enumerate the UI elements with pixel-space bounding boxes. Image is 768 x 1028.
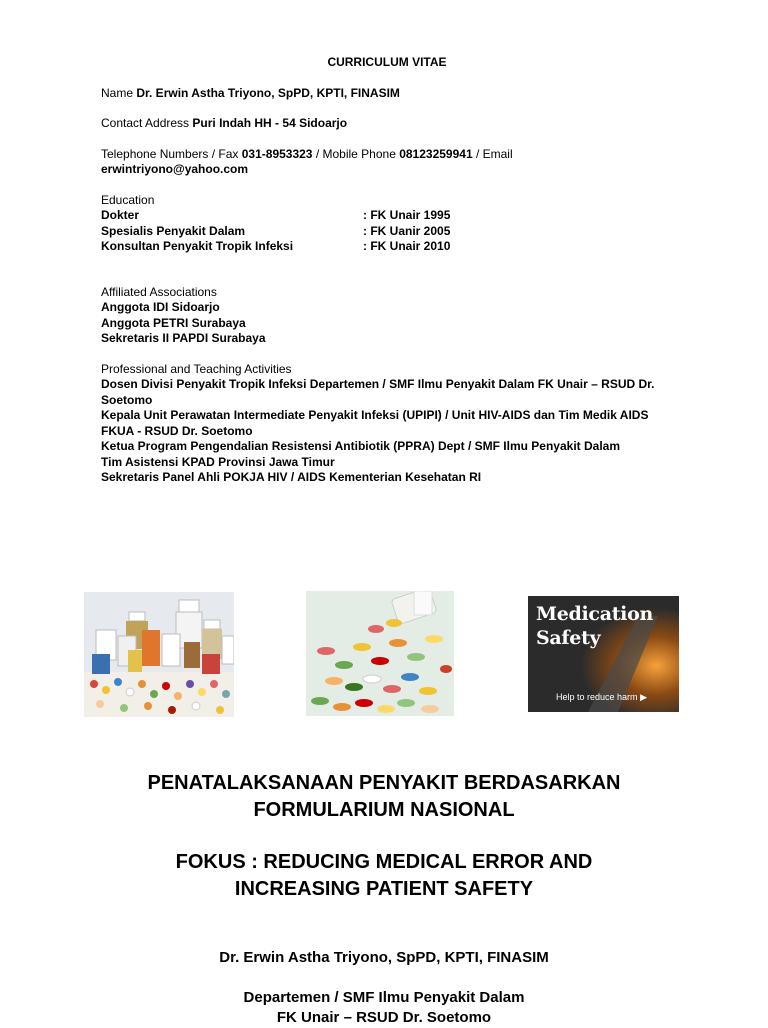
curriculum-vitae — [101, 55, 701, 486]
medication-safety-banner — [528, 596, 679, 712]
phone-label: Telephone Numbers / Fax — [101, 146, 242, 161]
association-item: Anggota IDI Sidoarjo — [101, 300, 220, 314]
activity-item: Dosen Divisi Penyakit Tropik Infeksi Departemen / SMF Ilmu Penyakit Dalam FK Unair – RSUD Dr. Soetomo — [101, 377, 655, 407]
presentation-focus: FOKUS : REDUCING MEDICAL ERROR AND INCREASING PATIENT SAFETY — [175, 851, 593, 900]
association-item: Sekretaris II PAPDI Surabaya — [101, 331, 266, 345]
mobile-value: 08123259941 — [399, 146, 473, 161]
presentation-title: PENATALAKSANAAN PENYAKIT BERDASARKAN FORMULARIUM NASIONAL — [147, 772, 621, 821]
associations-section — [101, 285, 701, 347]
name-label: Name — [101, 85, 137, 100]
contact-lines — [101, 147, 701, 178]
address-label: Contact Address — [101, 116, 193, 130]
banner-title: Medication Safety — [536, 603, 653, 649]
activity-item: Sekretaris Panel Ahli POKJA HIV / AIDS Kementerian Kesehatan RI — [101, 470, 482, 484]
arrow-circle-icon: ▶ — [640, 692, 647, 702]
email-label: / Email — [472, 146, 513, 161]
spilled-pills-image — [306, 591, 454, 716]
education-row: Spesialis Penyakit Dalam : FK Uanir 2005 — [101, 223, 451, 238]
activity-item: Ketua Program Pengendalian Resistensi Antibiotik (PPRA) Dept / SMF Ilmu Penyakit Dalam — [101, 439, 620, 453]
address-line — [101, 116, 701, 132]
name-line — [101, 86, 701, 102]
education-row: Konsultan Penyakit Tropik Infeksi : FK Unair 2010 — [101, 239, 451, 253]
mobile-label: / Mobile Phone — [312, 146, 400, 161]
associations-label: Affiliated Associations — [101, 284, 217, 299]
name-value: Dr. Erwin Astha Triyono, SpPD, KPTI, FINASIM — [136, 85, 400, 100]
education-row: Dokter : FK Unair 1995 — [101, 208, 451, 222]
activity-item: Tim Asistensi KPAD Provinsi Jawa Timur — [101, 454, 335, 469]
education-section — [101, 193, 701, 255]
activities-section — [101, 362, 661, 486]
presentation-author: Dr. Erwin Astha Triyono, SpPD, KPTI, FINASIM — [219, 949, 549, 966]
email-value: erwintriyono@yahoo.com — [101, 162, 249, 176]
activities-label: Professional and Teaching Activities — [101, 361, 292, 376]
activity-item: Kepala Unit Perawatan Intermediate Penyakit Infeksi (UPIPI) / Unit HIV-AIDS dan Tim Medik AIDS FKUA - RSUD Dr. Soetomo — [101, 408, 649, 438]
phone-value: 031-8953323 — [241, 146, 313, 161]
banner-subtitle: Help to reduce harm ▶ — [556, 692, 647, 702]
association-item: Anggota PETRI Surabaya — [101, 315, 246, 330]
presentation-department: Departemen / SMF Ilmu Penyakit Dalam FK Unair – RSUD Dr. Soetomo — [243, 989, 525, 1026]
cv-heading: CURRICULUM VITAE — [327, 55, 447, 69]
medicine-bottles-image — [84, 592, 234, 717]
address-value: Puri Indah HH - 54 Sidoarjo — [192, 116, 348, 130]
education-label: Education — [101, 192, 155, 207]
